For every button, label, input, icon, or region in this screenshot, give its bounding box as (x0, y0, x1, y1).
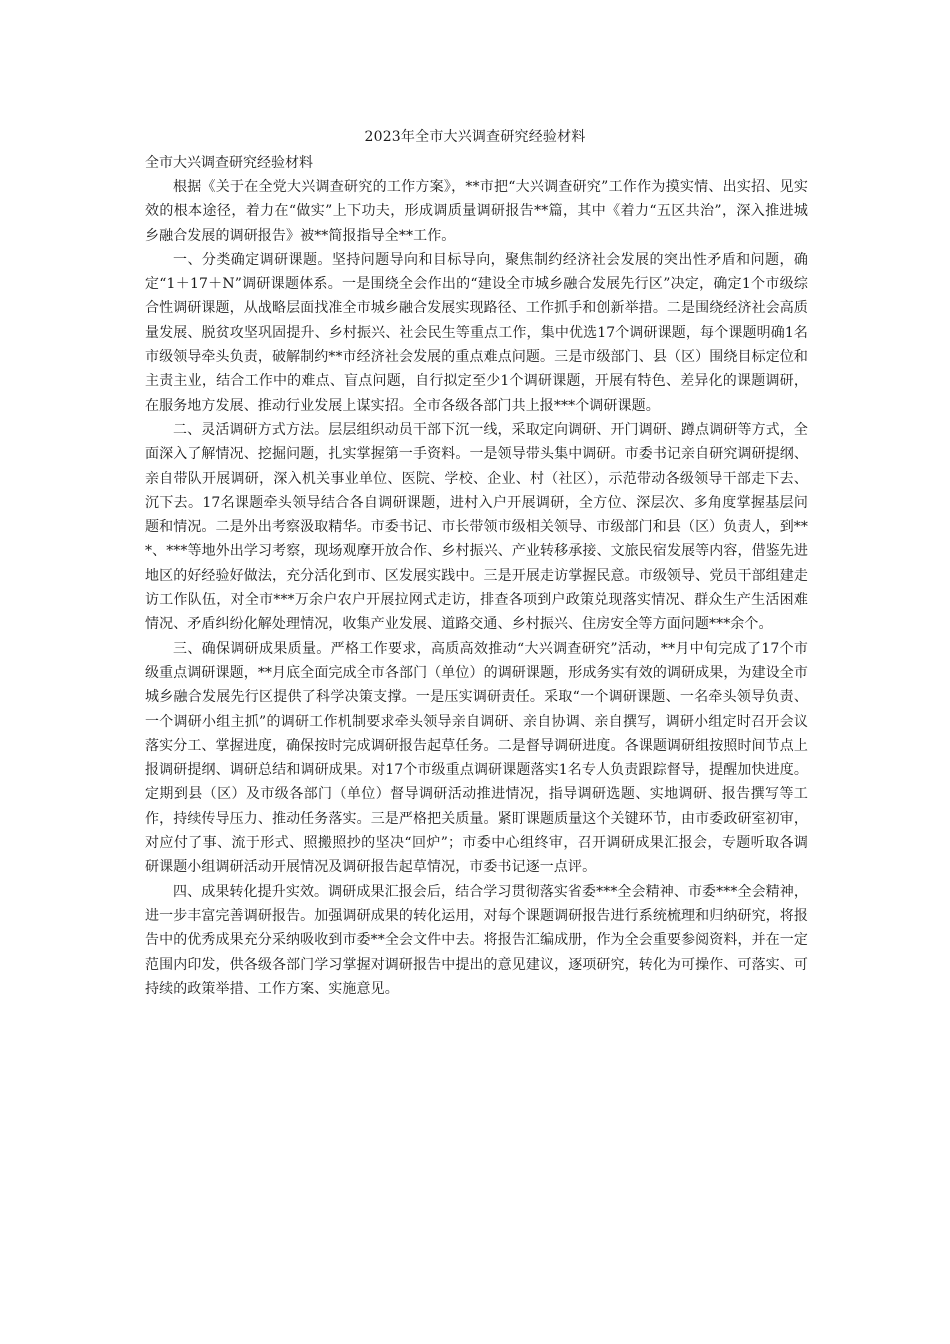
document-title: 2023年全市大兴调查研究经验材料 (364, 129, 586, 145)
document-body (145, 175, 808, 1001)
intro-paragraph: 根据《关于在全党大兴调查研究的工作方案》，**市把“大兴调查研究”工作作为摸实情、出实招、见实效的根本途径，着力在“做实”上下功夫，形成调质量调研报告**篇，其中《着力“五区共治”，深入推进城乡融合发展的调研报告》被**简报指导全**工作。 (145, 179, 808, 244)
section-2-paragraph: 二、灵活调研方式方法。层层组织动员干部下沉一线，采取定向调研、开门调研、蹲点调研等方式，全面深入了解情况、挖掘问题，扎实掌握第一手资料。一是领导带头集中调研。市委书记亲自研究调研提纲、亲自带队开展调研，深入机关事业单位、医院、学校、企业、村（社区），示范带动各级领导干部走下去、沉下去。17名课题牵头领导结合各自调研课题，进村入户开展调研，全方位、深层次、多角度掌握基层问题和情况。二是外出考察汲取精华。市委书记、市长带领市级相关领导、市级部门和县（区）负责人，到***、***等地外出学习考察，现场观摩开放合作、乡村振兴、产业转移承接、文旅民宿发展等内容，借鉴先进地区的好经验好做法，充分活化到市、区发展实践中。三是开展走访掌握民意。市级领导、党员干部组建走访工作队伍，对全市***万余户农户开展拉网式走访，排查各项到户政策兑现落实情况、群众生产生活困难情况、矛盾纠纷化解处理情况，收集产业发展、道路交通、乡村振兴、住房安全等方面问题***余个。 (145, 421, 808, 633)
section-1-paragraph: 一、分类确定调研课题。坚持问题导向和目标导向，聚焦制约经济社会发展的突出性矛盾和问题，确定“1＋17＋N”调研课题体系。一是围绕全会作出的“建设全市城乡融合发展先行区”决定，确定1个市级综合性调研课题，从战略层面找准全市城乡融合发展实现路径、工作抓手和创新举措。二是围绕经济社会高质量发展、脱贫攻坚巩固提升、乡村振兴、社会民生等重点工作，集中优选17个调研课题，每个课题明确1名市级领导牵头负责，破解制约**市经济社会发展的重点难点问题。三是市级部门、县（区）围绕目标定位和主责主业，结合工作中的难点、盲点问题，自行拟定至少1个调研课题，开展有特色、差异化的课题调研，在服务地方发展、推动行业发展上谋实招。全市各级各部门共上报***个调研课题。 (145, 251, 808, 414)
section-3-paragraph: 三、确保调研成果质量。严格工作要求，高质高效推动“大兴调查研究”活动，**月中旬完成了17个市级重点调研课题，**月底全面完成全市各部门（单位）的调研课题，形成务实有效的调研成果，为建设全市城乡融合发展先行区提供了科学决策支撑。一是压实调研责任。采取“一个调研课题、一名牵头领导负责、一个调研小组主抓”的调研工作机制要求牵头领导亲自调研、亲自协调、亲自撰写，调研小组定时召开会议落实分工、掌握进度，确保按时完成调研报告起草任务。二是督导调研进度。各课题调研组按照时间节点上报调研提纲、调研总结和调研成果。对17个市级重点调研课题落实1名专人负责跟踪督导，提醒加快进度。定期到县（区）及市级各部门（单位）督导调研活动推进情况，指导调研选题、实地调研、报告撰写等工作，持续传导压力、推动任务落实。三是严格把关质量。紧盯课题质量这个关键环节，由市委政研室初审，对应付了事、流于形式、照搬照抄的坚决“回炉”；市委中心组终审，召开调研成果汇报会，专题听取各调研课题小组调研活动开展情况及调研报告起草情况，市委书记逐一点评。 (145, 640, 808, 876)
document-subtitle: 全市大兴调查研究经验材料 (145, 155, 313, 171)
section-4-paragraph: 四、成果转化提升实效。调研成果汇报会后，结合学习贯彻落实省委***全会精神、市委***全会精神，进一步丰富完善调研报告。加强调研成果的转化运用，对每个课题调研报告进行系统梳理和归纳研究，将报告中的优秀成果充分采纳吸收到市委**全会文件中去。将报告汇编成册，作为全会重要参阅资料，并在一定范围内印发，供各级各部门学习掌握对调研报告中提出的意见建议，逐项研究，转化为可操作、可落实、可持续的政策举措、工作方案、实施意见。 (145, 883, 808, 997)
